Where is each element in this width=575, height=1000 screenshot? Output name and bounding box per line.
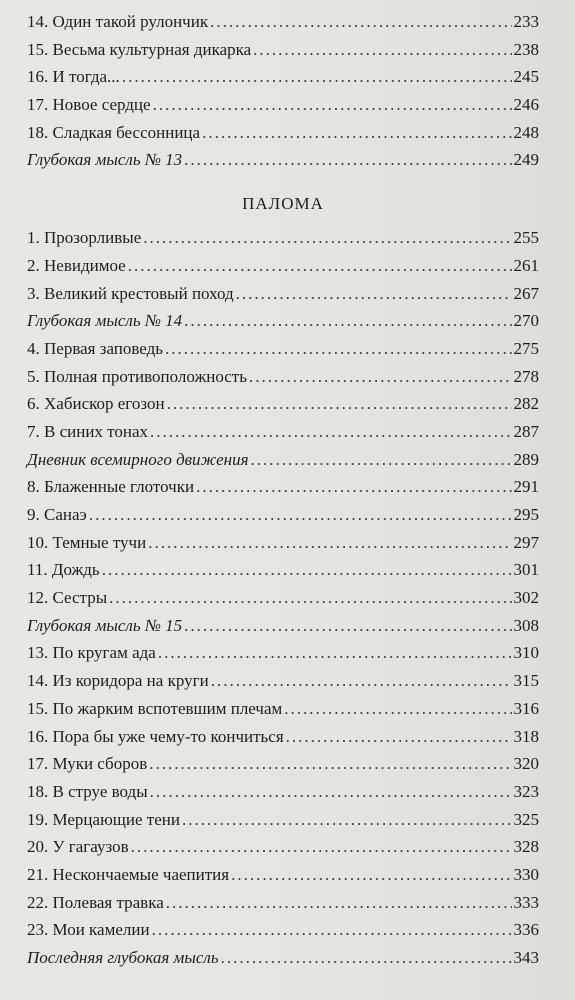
toc-entry-title: 12. Сестры	[27, 588, 108, 608]
dot-leader	[202, 123, 511, 143]
dot-leader	[249, 367, 512, 387]
dot-leader	[158, 643, 512, 663]
toc-entry	[27, 40, 539, 68]
dot-leader	[221, 948, 512, 968]
toc-entry	[27, 95, 539, 123]
dot-leader	[143, 228, 511, 248]
toc-entry	[27, 893, 539, 921]
toc-entry-page-number: 278	[513, 366, 539, 386]
toc-entry	[27, 754, 539, 782]
toc-entry-page-number: 248	[513, 122, 539, 142]
toc-entry-page-number: 291	[513, 477, 539, 497]
toc-entry	[27, 920, 539, 948]
toc-entry-page-number: 333	[513, 892, 539, 912]
toc-entry	[27, 311, 539, 339]
toc-entry	[27, 394, 539, 422]
toc-entry	[27, 948, 539, 976]
toc-entry	[27, 810, 539, 838]
dot-leader	[89, 505, 512, 525]
dot-leader	[149, 754, 511, 774]
toc-entry-page-number: 287	[513, 421, 539, 441]
dot-leader	[286, 727, 512, 747]
dot-leader	[182, 810, 512, 830]
dot-leader	[131, 837, 512, 857]
toc-entry-title: 7. В синих тонах	[27, 421, 149, 441]
dot-leader	[128, 256, 512, 276]
dot-leader	[167, 394, 512, 414]
toc-entry-page-number: 320	[513, 754, 539, 774]
dot-leader	[150, 422, 511, 442]
toc-entry-title: Глубокая мысль № 14	[27, 311, 183, 331]
toc-entry-title: Глубокая мысль № 15	[27, 615, 183, 635]
toc-entry	[27, 616, 539, 644]
toc-entry	[27, 782, 539, 810]
toc-entry-page-number: 275	[513, 338, 539, 358]
toc-entry	[27, 865, 539, 893]
dot-leader	[152, 920, 512, 940]
toc-entry-title: 8. Блаженные глоточки	[27, 477, 195, 497]
toc-entry-page-number: 336	[513, 920, 539, 940]
toc-entry-page-number: 302	[513, 588, 539, 608]
toc-entry-title: 2. Невидимое	[27, 255, 126, 275]
toc-entry-title: 14. Один такой рулончик	[27, 12, 209, 31]
toc-entry	[27, 67, 539, 95]
toc-entry-title: 23. Мои камелии	[27, 920, 150, 940]
dot-leader	[211, 671, 512, 691]
toc-entry-title: 9. Санаэ	[27, 505, 87, 524]
toc-entry-page-number: 295	[513, 505, 539, 524]
toc-entry	[27, 643, 539, 671]
toc-entry-page-number: 270	[513, 311, 539, 331]
toc-entry-title: 18. В струе воды	[27, 781, 148, 801]
toc-entry-page-number: 323	[513, 781, 539, 801]
toc-entry-title: 1. Прозорливые	[27, 228, 142, 248]
dot-leader	[284, 699, 511, 719]
dot-leader	[184, 150, 511, 170]
toc-entry-title: 10. Темные тучи	[27, 532, 147, 552]
toc-entry	[27, 450, 539, 478]
toc-entry	[27, 422, 539, 450]
toc-entry-title: 14. Из коридора на круги	[27, 671, 209, 691]
toc-entry-page-number: 233	[513, 12, 539, 31]
toc-entry-page-number: 325	[513, 809, 539, 829]
toc-entry-page-number: 328	[513, 837, 539, 857]
toc-entry-title: 3. Великий крестовый поход	[27, 283, 234, 303]
section-heading: ПАЛОМА	[242, 194, 324, 214]
toc-entry-title: Дневник всемирного движения	[27, 449, 249, 469]
toc-entry	[27, 150, 539, 178]
dot-leader	[148, 533, 511, 553]
dot-leader	[253, 40, 511, 60]
dot-leader	[236, 284, 512, 304]
toc-entry-title: 16. Пора бы уже чему-то кончиться	[27, 726, 284, 746]
toc-entry-title: 22. Полевая травка	[27, 892, 164, 912]
toc-entry-page-number: 245	[513, 67, 539, 87]
toc-entry	[27, 12, 539, 40]
toc-entry-page-number: 282	[513, 394, 539, 414]
toc-entry-title: 18. Сладкая бессонница	[27, 122, 201, 142]
toc-entry	[27, 339, 539, 367]
dot-leader	[231, 865, 511, 885]
toc-entry-page-number: 318	[513, 726, 539, 746]
toc-entry-title: Глубокая мысль № 13	[27, 150, 183, 170]
dot-leader	[251, 450, 512, 470]
toc-entry	[27, 256, 539, 284]
toc-entry-page-number: 267	[513, 283, 539, 303]
dot-leader	[109, 588, 511, 608]
toc-entry-page-number: 315	[513, 671, 539, 691]
toc-entry-title: 13. По кругам ада	[27, 643, 156, 663]
toc-entry	[27, 671, 539, 699]
toc-entry-page-number: 310	[513, 643, 539, 663]
toc-entry	[27, 837, 539, 865]
toc-entry-page-number: 301	[513, 560, 539, 580]
toc-entry-title: 20. У гагаузов	[27, 837, 129, 857]
toc-entry	[27, 228, 539, 256]
dot-leader	[150, 782, 512, 802]
toc-entry	[27, 367, 539, 395]
toc-entry	[27, 727, 539, 755]
toc-entry-title: 16. И тогда...	[27, 67, 120, 87]
toc-entry-title: 5. Полная противоположность	[27, 366, 247, 386]
toc-entry	[27, 505, 539, 533]
dot-leader	[210, 12, 511, 32]
toc-entry-page-number: 255	[513, 228, 539, 248]
toc-entry-page-number: 238	[513, 39, 539, 59]
toc-entry-title: 21. Нескончаемые чаепития	[27, 864, 230, 884]
toc-entry-page-number: 261	[513, 255, 539, 275]
toc-entry-title: 6. Хабискор егозон	[27, 394, 165, 414]
toc-entry	[27, 699, 539, 727]
toc-entry-title: Последняя глубокая мысль	[27, 948, 219, 967]
dot-leader	[184, 311, 511, 331]
toc-entry	[27, 560, 539, 588]
toc-entry-title: 15. Весьма культурная дикарка	[27, 39, 252, 59]
toc-list-bottom	[27, 228, 539, 976]
toc-entry	[27, 588, 539, 616]
toc-entry-title: 17. Муки сборов	[27, 754, 148, 774]
toc-entry-title: 15. По жарким вспотевшим плечам	[27, 698, 283, 718]
toc-entry	[27, 477, 539, 505]
dot-leader	[165, 339, 511, 359]
toc-entry-page-number: 249	[513, 150, 539, 170]
toc-list-top	[27, 12, 539, 178]
table-of-contents	[27, 12, 539, 976]
toc-entry-title: 17. Новое сердце	[27, 95, 151, 115]
dot-leader	[196, 477, 511, 497]
toc-entry-page-number: 246	[513, 95, 539, 115]
toc-entry-page-number: 343	[513, 948, 539, 967]
dot-leader	[184, 616, 511, 636]
toc-entry-title: 19. Мерцающие тени	[27, 809, 180, 829]
toc-entry-title: 11. Дождь	[27, 560, 100, 580]
toc-entry-page-number: 289	[513, 449, 539, 469]
dot-leader	[153, 95, 512, 115]
dot-leader	[122, 67, 512, 87]
toc-entry-page-number: 297	[513, 532, 539, 552]
toc-entry	[27, 123, 539, 151]
toc-entry-page-number: 316	[513, 698, 539, 718]
toc-entry	[27, 284, 539, 312]
toc-entry-title: 4. Первая заповедь	[27, 338, 164, 358]
toc-entry	[27, 533, 539, 561]
toc-entry-page-number: 308	[513, 615, 539, 635]
toc-entry-page-number: 330	[513, 864, 539, 884]
dot-leader	[166, 893, 512, 913]
dot-leader	[102, 560, 512, 580]
